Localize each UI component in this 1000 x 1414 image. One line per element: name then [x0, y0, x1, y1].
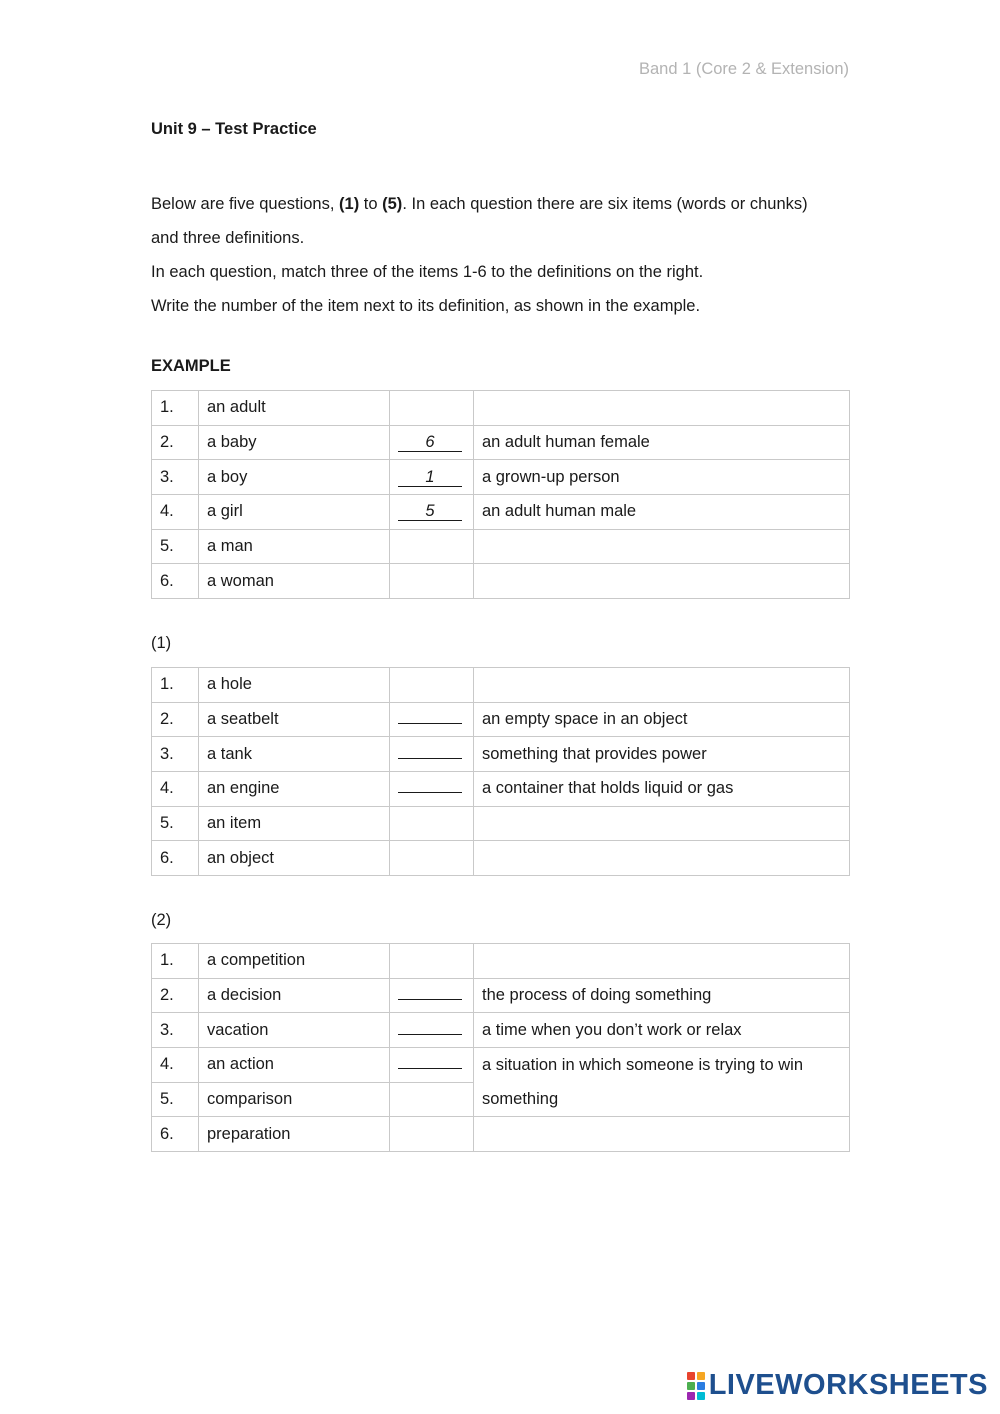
item-text: an item [199, 806, 390, 841]
answer-cell [390, 460, 474, 495]
item-number: 4. [152, 495, 199, 530]
table-row [152, 391, 850, 426]
question-2-table [151, 943, 850, 1152]
instructions [151, 187, 851, 323]
table-row [152, 978, 850, 1013]
item-text: a seatbelt [199, 702, 390, 737]
answer-cell [390, 737, 474, 772]
answer-blank[interactable] [398, 741, 462, 759]
item-text: a woman [199, 564, 390, 599]
example-table [151, 390, 850, 599]
table-row [152, 806, 850, 841]
definition-text: an adult human male [474, 495, 850, 530]
item-number: 6. [152, 1117, 199, 1152]
item-text: a tank [199, 737, 390, 772]
answer-cell [390, 564, 474, 599]
item-number: 4. [152, 1048, 199, 1083]
item-text: a competition [199, 944, 390, 979]
table-row [152, 495, 850, 530]
item-text: an object [199, 841, 390, 876]
answer-blank[interactable] [398, 1051, 462, 1069]
table-row [152, 1048, 850, 1083]
item-text: vacation [199, 1013, 390, 1048]
example-label: EXAMPLE [151, 357, 231, 375]
liveworksheets-logo [687, 1369, 988, 1402]
table-row [152, 944, 850, 979]
table-row [152, 529, 850, 564]
item-text: a hole [199, 668, 390, 703]
table-row [152, 772, 850, 807]
definition-text: an adult human female [474, 425, 850, 460]
instruction-line-4: Write the number of the item next to its definition, as shown in the example. [151, 297, 701, 315]
logo-grid-icon [687, 1372, 705, 1400]
answer-cell [390, 978, 474, 1013]
question-1-table [151, 667, 850, 876]
table-row [152, 702, 850, 737]
table-row [152, 737, 850, 772]
answer-blank[interactable] [398, 1017, 462, 1035]
item-text: a man [199, 529, 390, 564]
item-number: 2. [152, 978, 199, 1013]
item-text: an engine [199, 772, 390, 807]
table-row [152, 564, 850, 599]
answer-cell [390, 391, 474, 426]
definition-text: a container that holds liquid or gas [474, 772, 850, 807]
example-answer: 5 [398, 503, 462, 521]
answer-cell [390, 668, 474, 703]
item-number: 1. [152, 668, 199, 703]
item-number: 6. [152, 564, 199, 599]
table-row [152, 841, 850, 876]
definition-text [474, 944, 850, 979]
example-answer: 6 [398, 434, 462, 452]
item-text: comparison [199, 1082, 390, 1117]
definition-text [474, 564, 850, 599]
definition-text [474, 841, 850, 876]
table-row [152, 425, 850, 460]
item-number: 3. [152, 737, 199, 772]
instruction-line-1: Below are five questions, (1) to (5). In each question there are six items (words or chunks) [151, 195, 808, 213]
answer-cell [390, 772, 474, 807]
item-text: preparation [199, 1117, 390, 1152]
answer-cell [390, 529, 474, 564]
logo-text: LIVEWORKSHEETS [708, 1369, 988, 1401]
definition-text: something that provides power [474, 737, 850, 772]
item-number: 2. [152, 425, 199, 460]
answer-cell [390, 495, 474, 530]
band-label: Band 1 (Core 2 & Extension) [638, 60, 849, 78]
definition-text: the process of doing something [474, 978, 850, 1013]
answer-cell [390, 841, 474, 876]
item-number: 3. [152, 1013, 199, 1048]
answer-cell [390, 702, 474, 737]
definition-text: a situation in which someone is trying to win something [474, 1048, 850, 1117]
item-number: 1. [152, 391, 199, 426]
answer-cell [390, 806, 474, 841]
answer-cell [390, 425, 474, 460]
page-title: Unit 9 – Test Practice [151, 120, 317, 138]
example-answer: 1 [398, 469, 462, 487]
table-row [152, 1013, 850, 1048]
definition-text [474, 806, 850, 841]
item-text: a decision [199, 978, 390, 1013]
answer-cell [390, 1048, 474, 1083]
answer-cell [390, 1082, 474, 1117]
table-row [152, 1117, 850, 1152]
item-text: a girl [199, 495, 390, 530]
item-text: a boy [199, 460, 390, 495]
answer-blank[interactable] [398, 706, 462, 724]
instruction-line-2: and three definitions. [151, 229, 305, 247]
definition-text [474, 1117, 850, 1152]
item-number: 5. [152, 1082, 199, 1117]
item-text: an adult [199, 391, 390, 426]
item-text: an action [199, 1048, 390, 1083]
answer-cell [390, 1013, 474, 1048]
item-number: 3. [152, 460, 199, 495]
item-number: 6. [152, 841, 199, 876]
item-number: 4. [152, 772, 199, 807]
table-row [152, 460, 850, 495]
definition-text [474, 391, 850, 426]
item-number: 5. [152, 529, 199, 564]
item-number: 2. [152, 702, 199, 737]
question-2-label: (2) [151, 911, 172, 929]
answer-blank[interactable] [398, 775, 462, 793]
definition-text: an empty space in an object [474, 702, 850, 737]
definition-text: a time when you don’t work or relax [474, 1013, 850, 1048]
answer-cell [390, 944, 474, 979]
instruction-line-3: In each question, match three of the items 1-6 to the definitions on the right. [151, 263, 704, 281]
item-number: 5. [152, 806, 199, 841]
table-row [152, 668, 850, 703]
definition-text: a grown-up person [474, 460, 850, 495]
answer-blank[interactable] [398, 982, 462, 1000]
definition-text [474, 668, 850, 703]
answer-cell [390, 1117, 474, 1152]
definition-text [474, 529, 850, 564]
item-text: a baby [199, 425, 390, 460]
question-1-label: (1) [151, 634, 172, 652]
item-number: 1. [152, 944, 199, 979]
